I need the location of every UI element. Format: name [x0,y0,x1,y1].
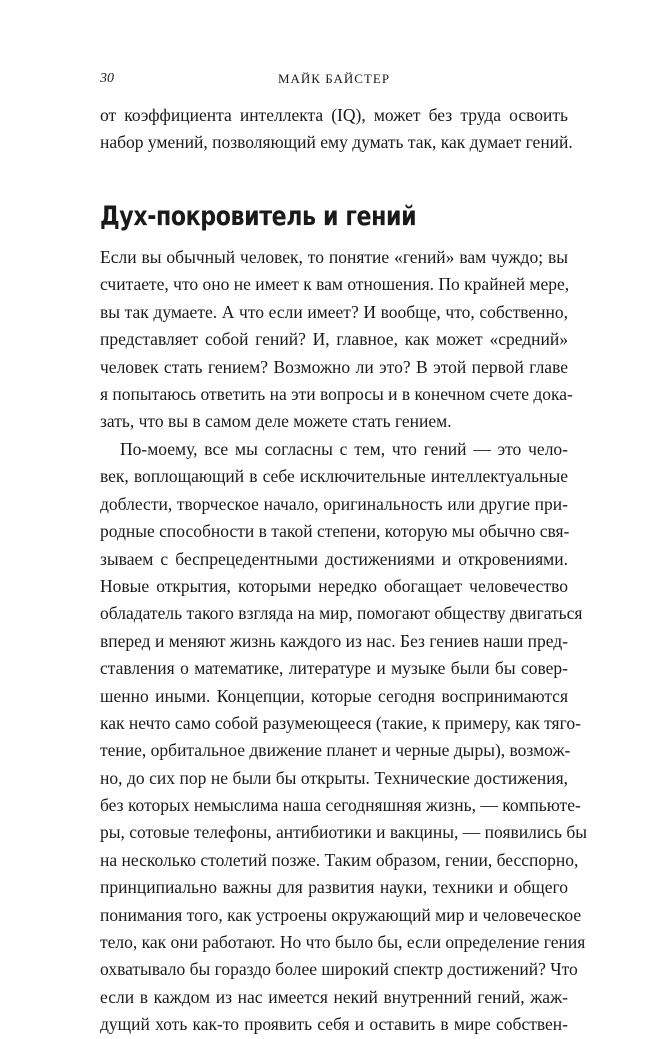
text-line: ры, сотовые телефоны, антибиотики и вакцины, — появились бы [100,822,588,843]
text-line: шенно иными. Концепции, которые сегодня воспринимаются [100,685,568,706]
running-title: МАЙК БАЙСТЕР [277,71,391,86]
section-heading: Дух-покровитель и гений [100,201,417,232]
text-line: зываем с беспрецедентными достижениями и откровениями. [100,548,568,569]
text-line: считаете, что оно не имеет к вам отношения. По крайней мере, [100,274,570,295]
text-line: на несколько столетий позже. Таким образом, гении, бесспорно, [100,849,579,870]
text-line: век, воплощающий в себе исключительные интеллектуальные [100,466,568,487]
text-line: По-моему, все мы согласны с тем, что гений — это чело- [120,439,568,459]
text-line: как нечто само собой разумеющееся (такие, к примеру, как тяго- [100,712,581,733]
text-line: но, до сих пор не были бы открыты. Технические достижения, [100,767,568,788]
text-line: я попытаюсь ответить на эти вопросы и в конечном счете дока- [100,383,573,404]
page-number: 30 [100,71,114,86]
text-line: родные способности в такой степени, которую мы обычно свя- [100,521,570,542]
text-line: доблести, творческое начало, оригинальность или другие при- [100,493,568,514]
text-line: понимания того, как устроены окружающий мир и человеческое [100,904,582,925]
text-line: набор умений, позволяющий ему думать так, как думает гений. [100,132,573,153]
text-line: ставления о математике, литературе и музыке были бы совер- [100,658,568,679]
text-line: тело, как они работают. Но что было бы, если определение гения [100,932,586,953]
text-line: Если вы обычный человек, то понятие «гений» вам чуждо; вы [100,247,568,267]
text-line: вперед и меняют жизнь каждого из нас. Без гениев наши пред- [100,630,568,651]
text-line: дущий хоть как-то проявить себя и оставить в мире собствен- [100,1014,568,1035]
running-head [100,71,568,91]
text-line: обладатель такого взгляда на мир, помогают обществу двигаться [100,603,583,624]
text-line: зать, что вы в самом деле можете стать гением. [100,411,452,432]
text-line: Новые открытия, которыми нередко обогащает человечество [100,575,568,596]
text-line: без которых немыслима наша сегодняшняя жизнь, — компьюте- [100,795,581,816]
text-line: принципиально важны для развития науки, техники и общего [100,877,568,898]
paragraph-1 [100,244,573,436]
text-line: тение, орбитальное движение планет и черные дыры), возмож- [100,740,571,761]
text-line: от коэффициента интеллекта (IQ), может без труда освоить [100,105,568,125]
intro-text [100,102,573,157]
text-line: вы так думаете. А что если имеет? И вообще, что, собственно, [100,301,568,322]
text-line: представляет собой гений? И, главное, как может «средний» [100,329,568,350]
paragraph-2 [100,436,588,1039]
text-line: охватывало бы гораздо более широкий спектр достижений? Что [100,959,578,980]
text-line: если в каждом из нас имеется некий внутренний гений, жаж- [100,986,568,1007]
text-line: человек стать гением? Возможно ли это? В этой первой главе [100,356,568,377]
